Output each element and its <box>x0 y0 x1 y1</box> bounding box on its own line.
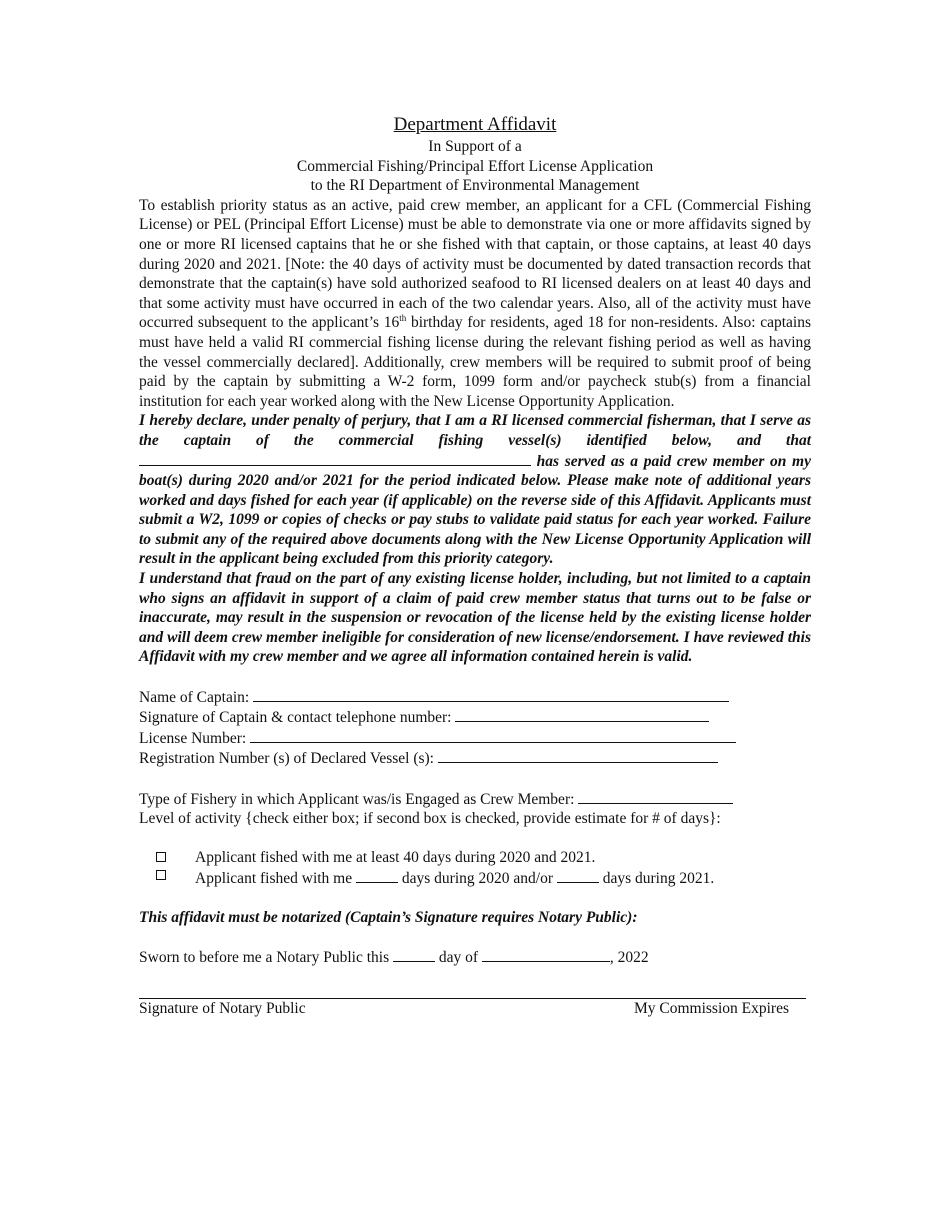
captain-name-label: Name of Captain: <box>139 688 254 706</box>
notary-signature-row <box>139 999 789 1019</box>
option-estimate-label-1: Applicant fished with me <box>195 869 356 887</box>
signature-phone-field[interactable] <box>455 707 709 722</box>
intro-text-1: To establish priority status as an active, paid crew member, an applicant for a CFL (Commercial Fishing License) or PEL (Principal Effort License) must be able to demonstrate via one or more affidavits signed by one or more RI licensed captains that he or she fished with that captain, or those captains, at least 40 days during 2020 and 2021. [Note: the 40 days of activity must be documented by dated transaction records that demonstrate that the captain(s) have sold authorized seafood to RI licensed dealers on at least 40 days and that some activity must have occurred in each of the two calendar years. Also, all of the activity must have occurred subsequent to the applicant’s 16 <box>139 196 811 332</box>
signature-phone-row <box>139 707 811 728</box>
signature-phone-label: Signature of Captain & contact telephone number: <box>139 709 456 727</box>
notary-signature-line[interactable] <box>139 968 806 999</box>
option-40-days-checkbox[interactable] <box>156 852 166 862</box>
option-estimate-label-3: days during 2021. <box>598 869 715 887</box>
registration-field[interactable] <box>438 748 718 763</box>
notary-heading: This affidavit must be notarized (Captain’s Signature requires Notary Public): <box>139 909 638 927</box>
intro-superscript: th <box>399 313 407 324</box>
affidavit-page <box>139 113 811 1019</box>
days-2020-field[interactable] <box>356 868 398 883</box>
subtitle-line-1: In Support of a <box>428 138 522 155</box>
document-title: Department Affidavit <box>393 114 557 135</box>
registration-label: Registration Number (s) of Declared Vessel (s): <box>139 750 438 768</box>
commission-expires-label: My Commission Expires <box>633 999 789 1017</box>
license-number-row <box>139 728 811 749</box>
option-40-days-row <box>139 848 811 868</box>
fraud-paragraph: I understand that fraud on the part of any existing license holder, including, but not limited to a captain who signs an affidavit in support of a claim of paid crew member status that turns out to be false or inaccurate, may result in the suspension or revocation of the license held by the existing license holder and will deem crew member ineligible for consideration of new license/endorsement. I have reviewed this Affidavit with my crew member and we agree all information contained herein is valid. <box>139 570 811 666</box>
registration-row <box>139 748 811 769</box>
fishery-type-row <box>139 789 811 810</box>
sworn-label-3: , 2022 <box>609 949 649 967</box>
crew-member-name-blank[interactable] <box>139 451 531 466</box>
sworn-label-2: day of <box>434 949 482 967</box>
intro-text-2: birthday for residents, aged 18 for non-residents. Also: captains must have held a valid RI commercial fishing license during the relevant fishing period as well as having the vessel commercially declared]. Additionally, crew members will be required to submit proof of being paid by the captain by submitting a W-2 form, 1099 form and/or paycheck stub(s) from a financial institution for each year worked along with the New License Opportunity Application. <box>139 314 812 410</box>
option-40-days-label: Applicant fished with me at least 40 days during 2020 and 2021. <box>195 849 596 867</box>
subtitle-line-2: Commercial Fishing/Principal Effort License Application <box>296 157 654 175</box>
activity-level-label: Level of activity {check either box; if second box is checked, provide estimate for # of days}: <box>139 810 721 828</box>
notary-day-field[interactable] <box>393 947 435 962</box>
fishery-type-field[interactable] <box>578 789 733 804</box>
sworn-row <box>139 947 811 968</box>
license-number-label: License Number: <box>139 729 251 747</box>
subtitle-line-3: to the RI Department of Environmental Management <box>310 177 640 195</box>
notary-signature-label: Signature of Notary Public <box>139 999 306 1017</box>
declaration-text-2: has served as a paid crew member on my boat(s) during 2020 and/or 2021 for the period indicated below. Please make note of additional years worked and days fished for each year (if applicable) on the reverse side of this Affidavit. Applicants must submit a W2, 1099 or copies of checks or pay stubs to validate paid status for each year worked. Failure to submit any of the required above documents along with the New License Opportunity Application will result in the applicant being excluded from this priority category. <box>139 452 811 568</box>
option-estimate-label-2: days during 2020 and/or <box>398 869 557 887</box>
intro-paragraph <box>139 196 811 412</box>
declaration-paragraph <box>139 411 811 569</box>
option-estimate-checkbox[interactable] <box>156 870 166 880</box>
captain-name-field[interactable] <box>253 687 729 702</box>
license-number-field[interactable] <box>250 728 736 743</box>
fishery-type-label: Type of Fishery in which Applicant was/is Engaged as Crew Member: <box>139 790 579 808</box>
sworn-label-1: Sworn to before me a Notary Public this <box>139 949 393 967</box>
days-2021-field[interactable] <box>557 868 599 883</box>
notary-month-field[interactable] <box>482 947 610 962</box>
captain-name-row <box>139 687 811 708</box>
option-estimate-row <box>139 868 811 889</box>
declaration-text-1: I hereby declare, under penalty of perjury, that I am a RI licensed commercial fisherman, that I serve as the captain of the commercial fishing vessel(s) identified below, and that <box>139 412 811 449</box>
